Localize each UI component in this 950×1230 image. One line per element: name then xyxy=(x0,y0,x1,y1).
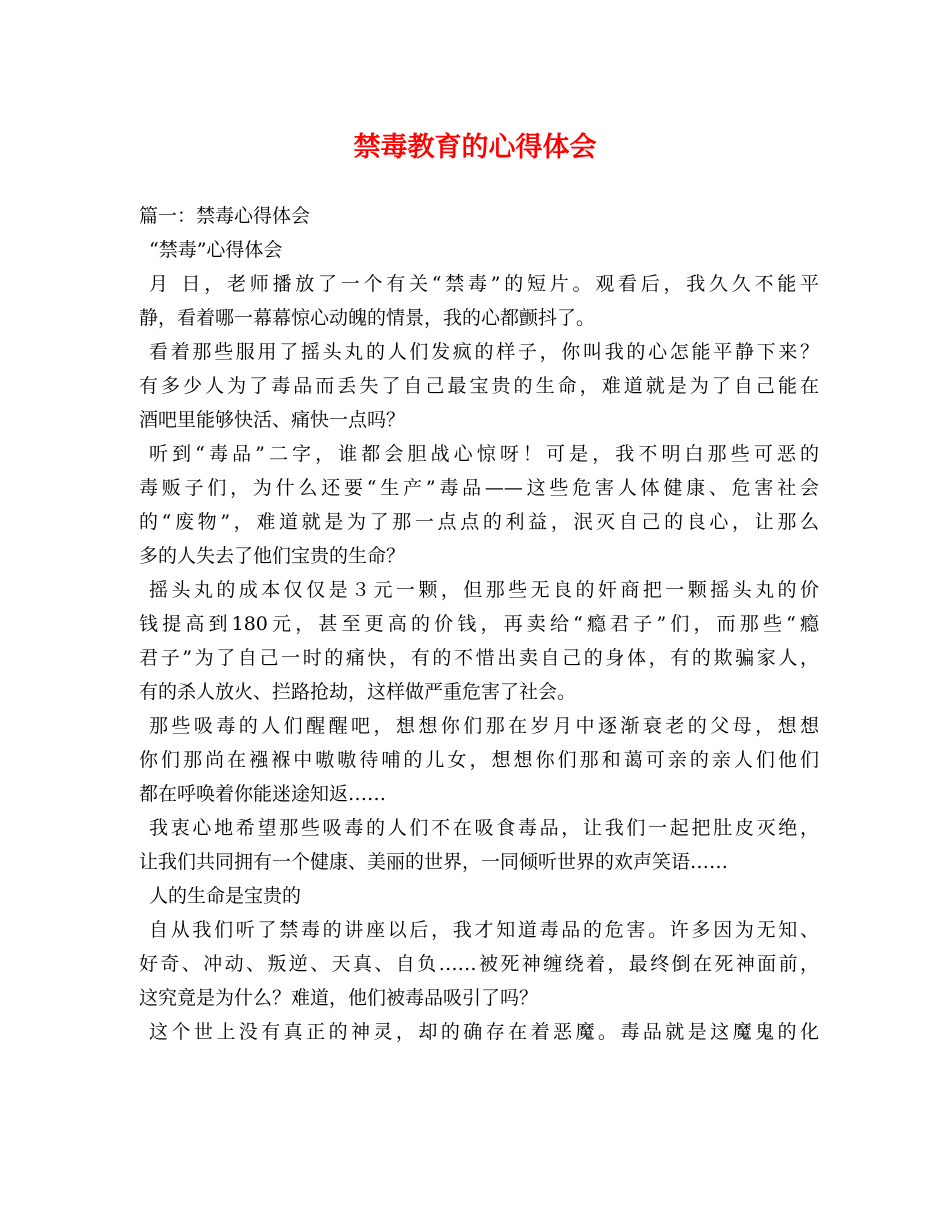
subsection-heading: “禁毒”心得体会 xyxy=(149,239,283,261)
paragraph-line: 那些吸毒的人们醒醒吧，想想你们那在岁月中逐渐衰老的父母，想想 xyxy=(149,715,819,737)
paragraph-heading: 人的生命是宝贵的 xyxy=(149,885,302,907)
paragraph-line: 有多少人为了毒品而丢失了自己最宝贵的生命，难道就是为了自己能在 xyxy=(139,375,819,397)
section-heading: 篇一：禁毒心得体会 xyxy=(139,205,311,227)
paragraph-line: 有的杀人放火、拦路抢劫，这样做严重危害了社会。 xyxy=(139,681,577,703)
paragraph-line: 你们那尚在襁褓中嗷嗷待哺的儿女，想想你们那和蔼可亲的亲人们他们 xyxy=(139,749,819,771)
paragraph-line: 让我们共同拥有一个健康、美丽的世界，一同倾听世界的欢声笑语…… xyxy=(139,851,729,873)
paragraph-line: 酒吧里能够快活、痛快一点吗？ xyxy=(139,409,406,431)
paragraph-line: 多的人失去了他们宝贵的生命？ xyxy=(139,545,406,567)
document-body xyxy=(139,199,819,1049)
paragraph-line: 月 日，老师播放了一个有关“禁毒”的短片。观看后，我久久不能平 xyxy=(149,273,819,295)
paragraph-line: 钱提高到180元，甚至更高的价钱，再卖给“瘾君子”们，而那些“瘾 xyxy=(139,613,819,635)
paragraph-line: 君子”为了自己一时的痛快，有的不惜出卖自己的身体，有的欺骗家人， xyxy=(139,647,819,669)
paragraph-line: 摇头丸的成本仅仅是３元一颗，但那些无良的奸商把一颗摇头丸的价 xyxy=(149,579,819,601)
paragraph-line: 这个世上没有真正的神灵，却的确存在着恶魔。毒品就是这魔鬼的化 xyxy=(149,1021,819,1043)
paragraph-line: 我衷心地希望那些吸毒的人们不在吸食毒品，让我们一起把肚皮灭绝， xyxy=(149,817,819,839)
paragraph-line: 的“废物”，难道就是为了那一点点的利益，泯灭自己的良心，让那么 xyxy=(139,511,819,533)
paragraph-line: 这究竟是为什么？难道，他们被毒品吸引了吗？ xyxy=(139,987,539,1009)
paragraph-line: 自从我们听了禁毒的讲座以后，我才知道毒品的危害。许多因为无知、 xyxy=(149,919,819,941)
paragraph-line: 静，看着哪一幕幕惊心动魄的情景，我的心都颤抖了。 xyxy=(139,307,596,329)
paragraph-line: 看着那些服用了摇头丸的人们发疯的样子，你叫我的心怎能平静下来？ xyxy=(149,341,819,363)
paragraph-line: 听到“毒品”二字，谁都会胆战心惊呀！可是，我不明白那些可恶的 xyxy=(149,443,819,465)
paragraph-line: 都在呼唤着你能迷途知返…… xyxy=(139,783,387,805)
paragraph-line: 好奇、冲动、叛逆、天真、自负……被死神缠绕着，最终倒在死神面前， xyxy=(139,953,819,975)
paragraph-line: 毒贩子们，为什么还要“生产”毒品——这些危害人体健康、危害社会 xyxy=(139,477,819,499)
document-title: 禁毒教育的心得体会 xyxy=(353,132,597,163)
